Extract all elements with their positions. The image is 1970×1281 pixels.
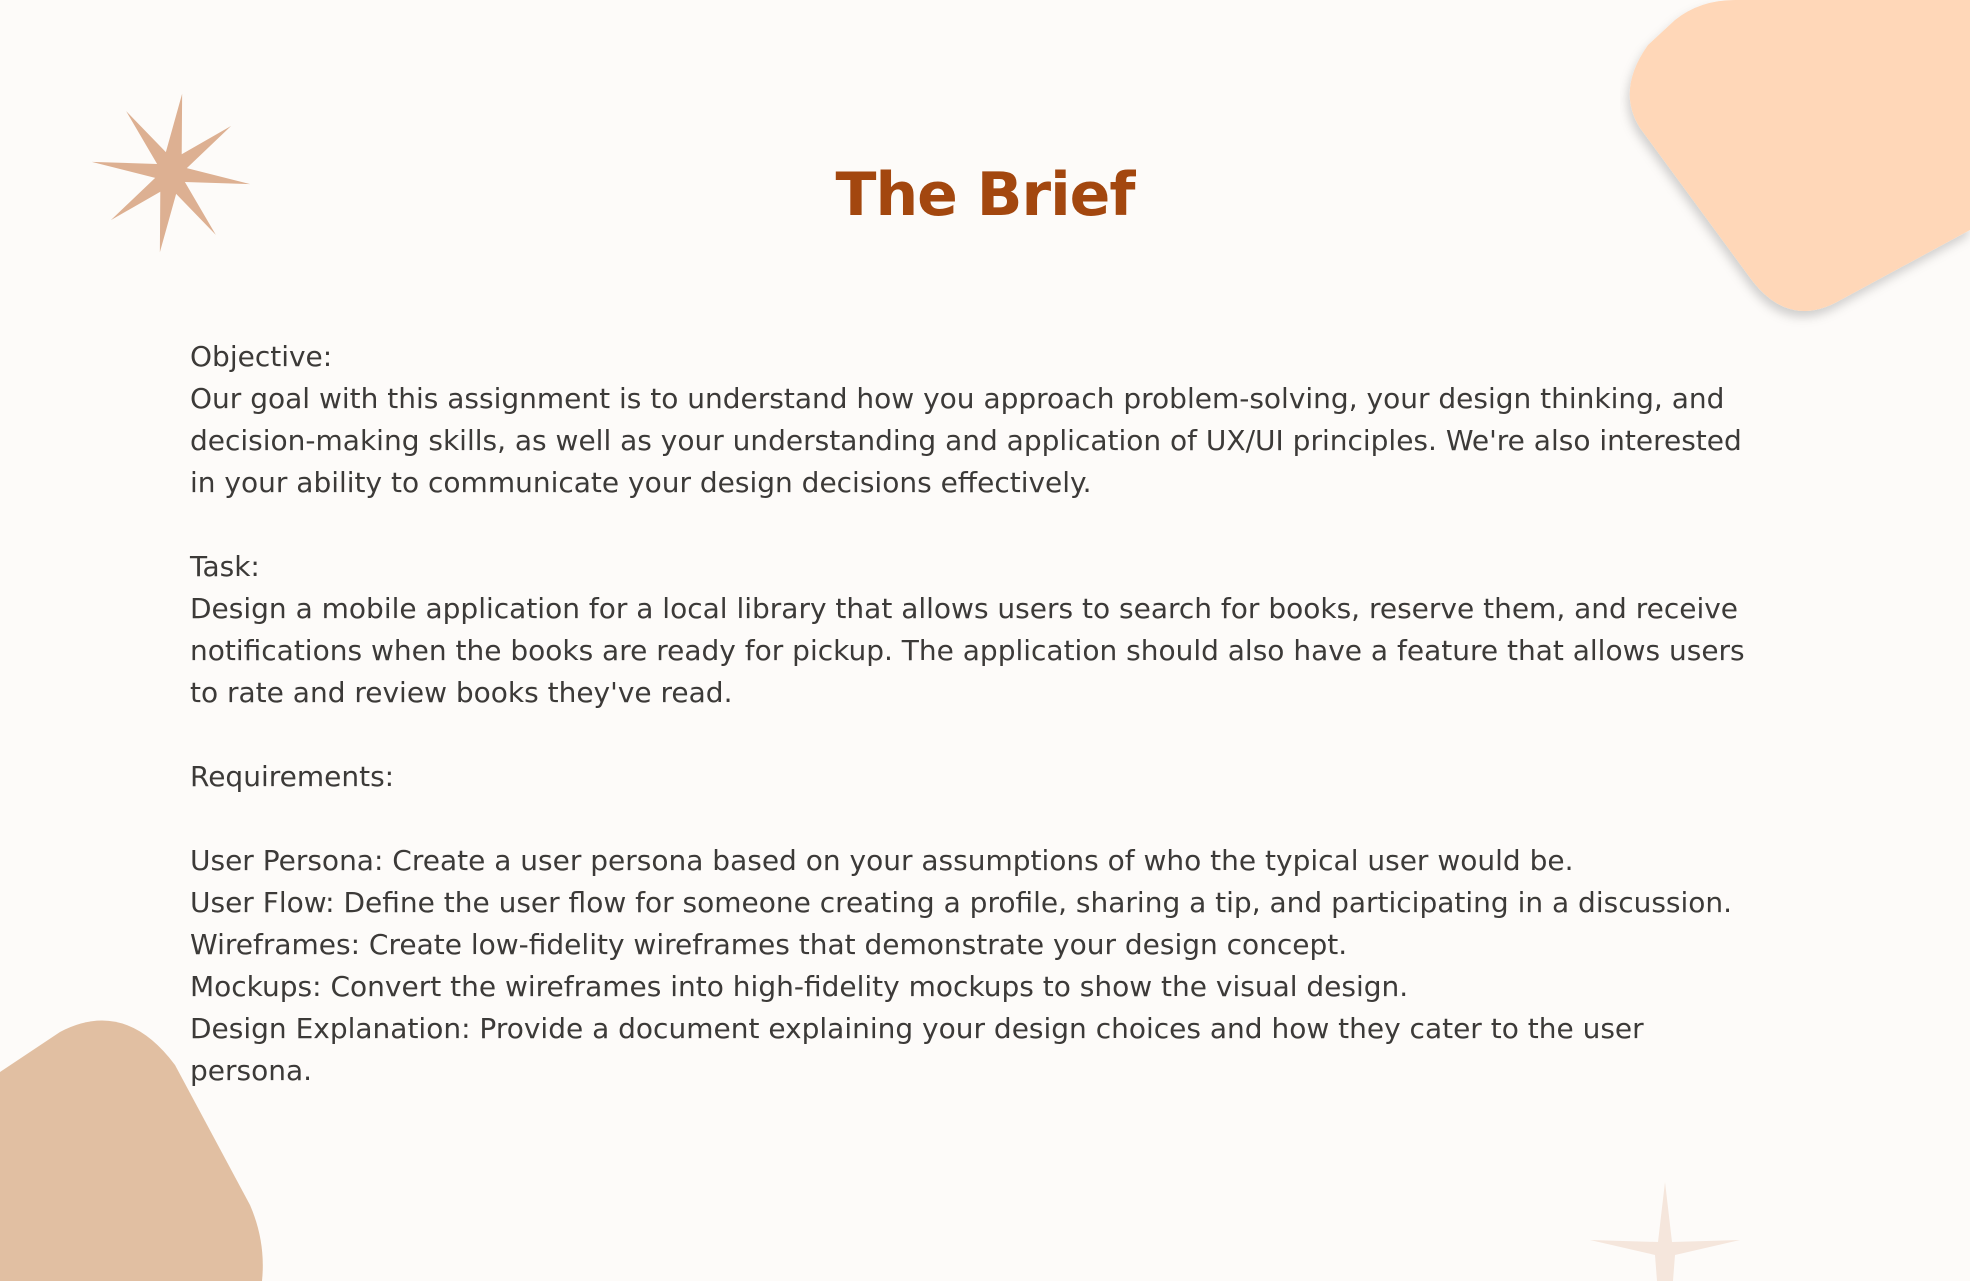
objective-line: decision-making skills, as well as your understanding and application of UX/UI principles. We're also interested — [190, 424, 1742, 457]
brief-content — [190, 336, 1810, 1092]
spacer — [190, 798, 1810, 840]
task-line: to rate and review books they've read. — [190, 676, 733, 709]
task-heading: Task: — [190, 550, 260, 583]
faint-star-bottom-right — [1585, 1180, 1745, 1281]
page-title: The Brief — [835, 160, 1135, 230]
requirement-item: User Flow: Define the user flow for someone creating a profile, sharing a tip, and participating in a discussion. — [190, 886, 1733, 919]
objective-line: in your ability to communicate your design decisions effectively. — [190, 466, 1092, 499]
objective-heading: Objective: — [190, 340, 333, 373]
spacer — [190, 714, 1810, 756]
requirement-item: Mockups: Convert the wireframes into high-fidelity mockups to show the visual design. — [190, 970, 1409, 1003]
requirements-section — [190, 756, 1810, 1092]
task-section — [190, 546, 1810, 714]
requirement-item-continued: persona. — [190, 1054, 313, 1087]
objective-section — [190, 336, 1810, 504]
requirements-heading: Requirements: — [190, 760, 395, 793]
requirement-item: Design Explanation: Provide a document explaining your design choices and how they cater to the user — [190, 1012, 1644, 1045]
requirement-item: Wireframes: Create low-fidelity wireframes that demonstrate your design concept. — [190, 928, 1348, 961]
requirement-item: User Persona: Create a user persona based on your assumptions of who the typical user would be. — [190, 844, 1574, 877]
task-line: notifications when the books are ready for pickup. The application should also have a feature that allows users — [190, 634, 1745, 667]
task-line: Design a mobile application for a local library that allows users to search for books, reserve them, and receive — [190, 592, 1739, 625]
objective-line: Our goal with this assignment is to understand how you approach problem-solving, your design thinking, and — [190, 382, 1725, 415]
spacer — [190, 504, 1810, 546]
